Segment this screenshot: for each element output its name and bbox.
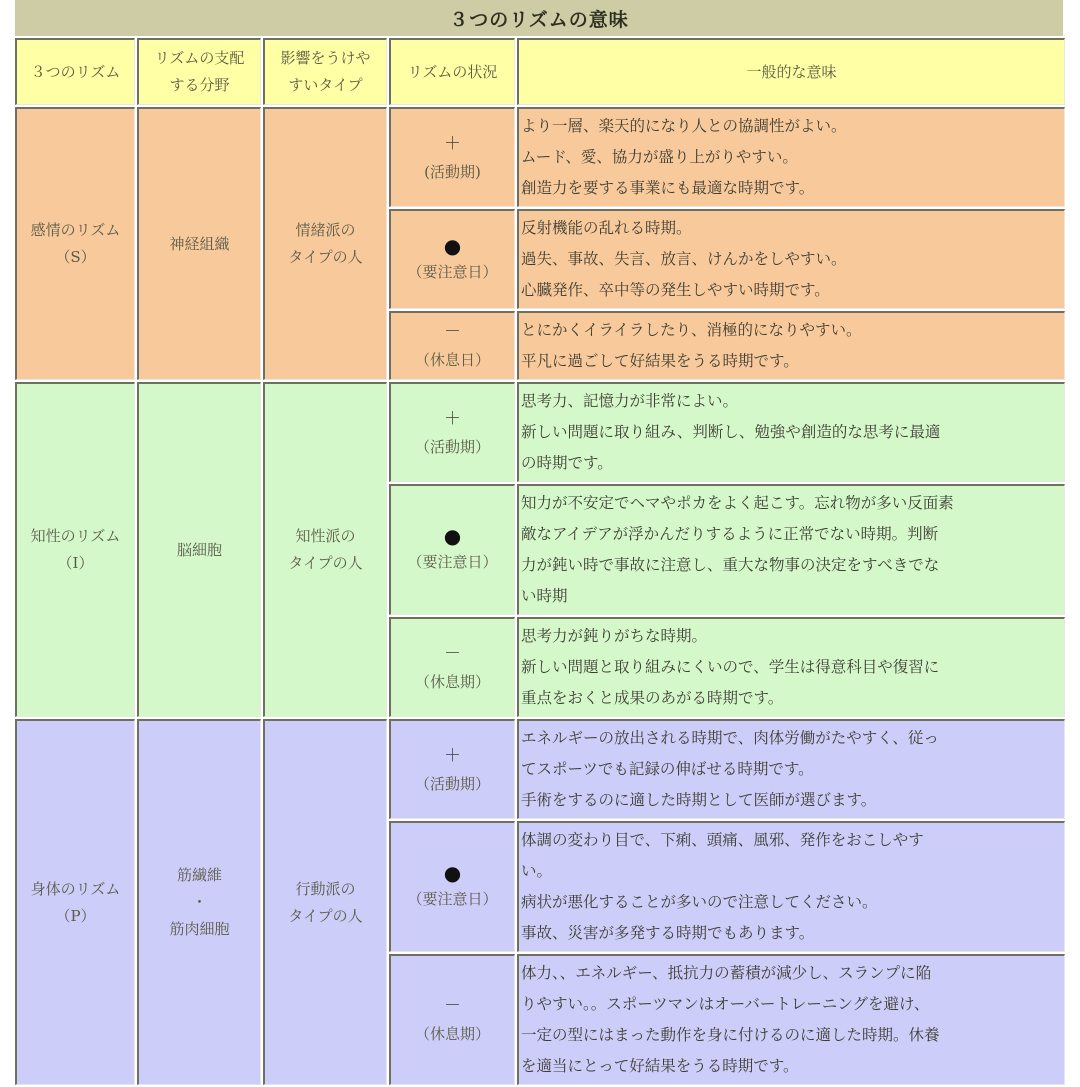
state-cell-caution: ● （要注意日）: [389, 484, 515, 615]
header-type: 影響をうけや すいタイプ: [263, 38, 387, 105]
table-row: [15, 719, 1065, 819]
meaning-cell: エネルギーの放出される時期で、肉体労働がたやすく、従っ てスポーツでも記録の伸ばせる時期です。 手術をするのに適した時期として医師が選びます。: [517, 719, 1065, 819]
state-cell-active: ＋ (活動期): [389, 107, 515, 207]
meaning-cell: より一層、楽天的になり人との協調性がよい。 ムード、愛、協力が盛り上がりやすい。 創造力を要する事業にも最適な時期です。: [517, 107, 1065, 207]
header-field: リズムの支配 する分野: [137, 38, 261, 105]
plus-icon: ＋: [444, 133, 461, 154]
plus-icon: ＋: [444, 745, 461, 766]
field-cell: 神経組織: [137, 107, 261, 380]
meaning-cell: 思考力、記憶力が非常によい。 新しい問題に取り組み、判断し、勉強や創造的な思考に最適 の時期です。: [517, 382, 1065, 482]
type-cell: 知性派の タイプの人: [263, 382, 387, 717]
rhythm-name-cell: 身体のリズム （P）: [15, 719, 135, 1085]
field-cell: 筋繊維 ・ 筋肉細胞: [137, 719, 261, 1085]
meaning-cell: 思考力が鈍りがちな時期。 新しい問題と取り組みにくいので、学生は得意科目や復習に 重点をおくと成果のあがる時期です。: [517, 617, 1065, 717]
plus-icon: ＋: [444, 408, 461, 429]
table-row: [15, 107, 1065, 207]
state-cell-caution: ● （要注意日）: [389, 209, 515, 309]
meaning-cell: とにかくイライラしたり、消極的になりやすい。 平凡に過ごして好結果をうる時期です。: [517, 311, 1065, 380]
minus-icon: －: [444, 996, 461, 1016]
dot-icon: ●: [443, 861, 462, 885]
field-cell: 脳細胞: [137, 382, 261, 717]
header-meaning: 一般的な意味: [517, 38, 1065, 105]
rhythm-meaning-table: [13, 36, 1067, 1087]
meaning-cell: 反射機能の乱れる時期。 過失、事故、失言、放言、けんかをしやすい。 心臓発作、卒中等の発生しやすい時期です。: [517, 209, 1065, 309]
state-cell-rest: － （休息日）: [389, 311, 515, 380]
meaning-cell: 体力、、エネルギー、抵抗力の蓄積が減少し、スランプに陥 りやすい。。スポーツマンはオーバートレーニングを避け、 一定の型にはまった動作を身に付けるのに適した時期。休養 を適当にとって好結果をうる時期です。: [517, 954, 1065, 1085]
state-cell-active: ＋ （活動期）: [389, 382, 515, 482]
header-row: [15, 38, 1065, 105]
meaning-cell: 体調の変わり目で、下痢、頭痛、風邪、発作をおこしやす い。 病状が悪化することが多いので注意してください。 事故、災害が多発する時期でもあります。: [517, 821, 1065, 952]
rhythm-name-cell: 感情のリズム （S）: [15, 107, 135, 380]
intellect-rhythm-group: [15, 382, 1065, 717]
emotion-rhythm-group: [15, 107, 1065, 380]
header-rhythm: ３つのリズム: [15, 38, 135, 105]
dot-icon: ●: [443, 524, 462, 548]
table-row: [15, 382, 1065, 482]
type-cell: 行動派の タイプの人: [263, 719, 387, 1085]
table-title: ３つのリズムの意味: [15, 0, 1063, 36]
rhythm-meaning-table-container: [15, 0, 1063, 1087]
state-cell-rest: － （休息期）: [389, 954, 515, 1085]
header-state: リズムの状況: [389, 38, 515, 105]
minus-icon: －: [444, 643, 461, 664]
state-cell-active: ＋ （活動期）: [389, 719, 515, 819]
minus-icon: －: [444, 322, 461, 342]
type-cell: 情緒派の タイプの人: [263, 107, 387, 380]
meaning-cell: 知力が不安定でヘマやポカをよく起こす。忘れ物が多い反面素 敵なアイデアが浮かんだりするように正常でない時期。判断 力が鈍い時で事故に注意し、重大な物事の決定をすべきでな い時期: [517, 484, 1065, 615]
rhythm-name-cell: 知性のリズム （I）: [15, 382, 135, 717]
state-cell-rest: － （休息期）: [389, 617, 515, 717]
state-cell-caution: ● （要注意日）: [389, 821, 515, 952]
dot-icon: ●: [443, 233, 462, 258]
physical-rhythm-group: [15, 719, 1065, 1085]
